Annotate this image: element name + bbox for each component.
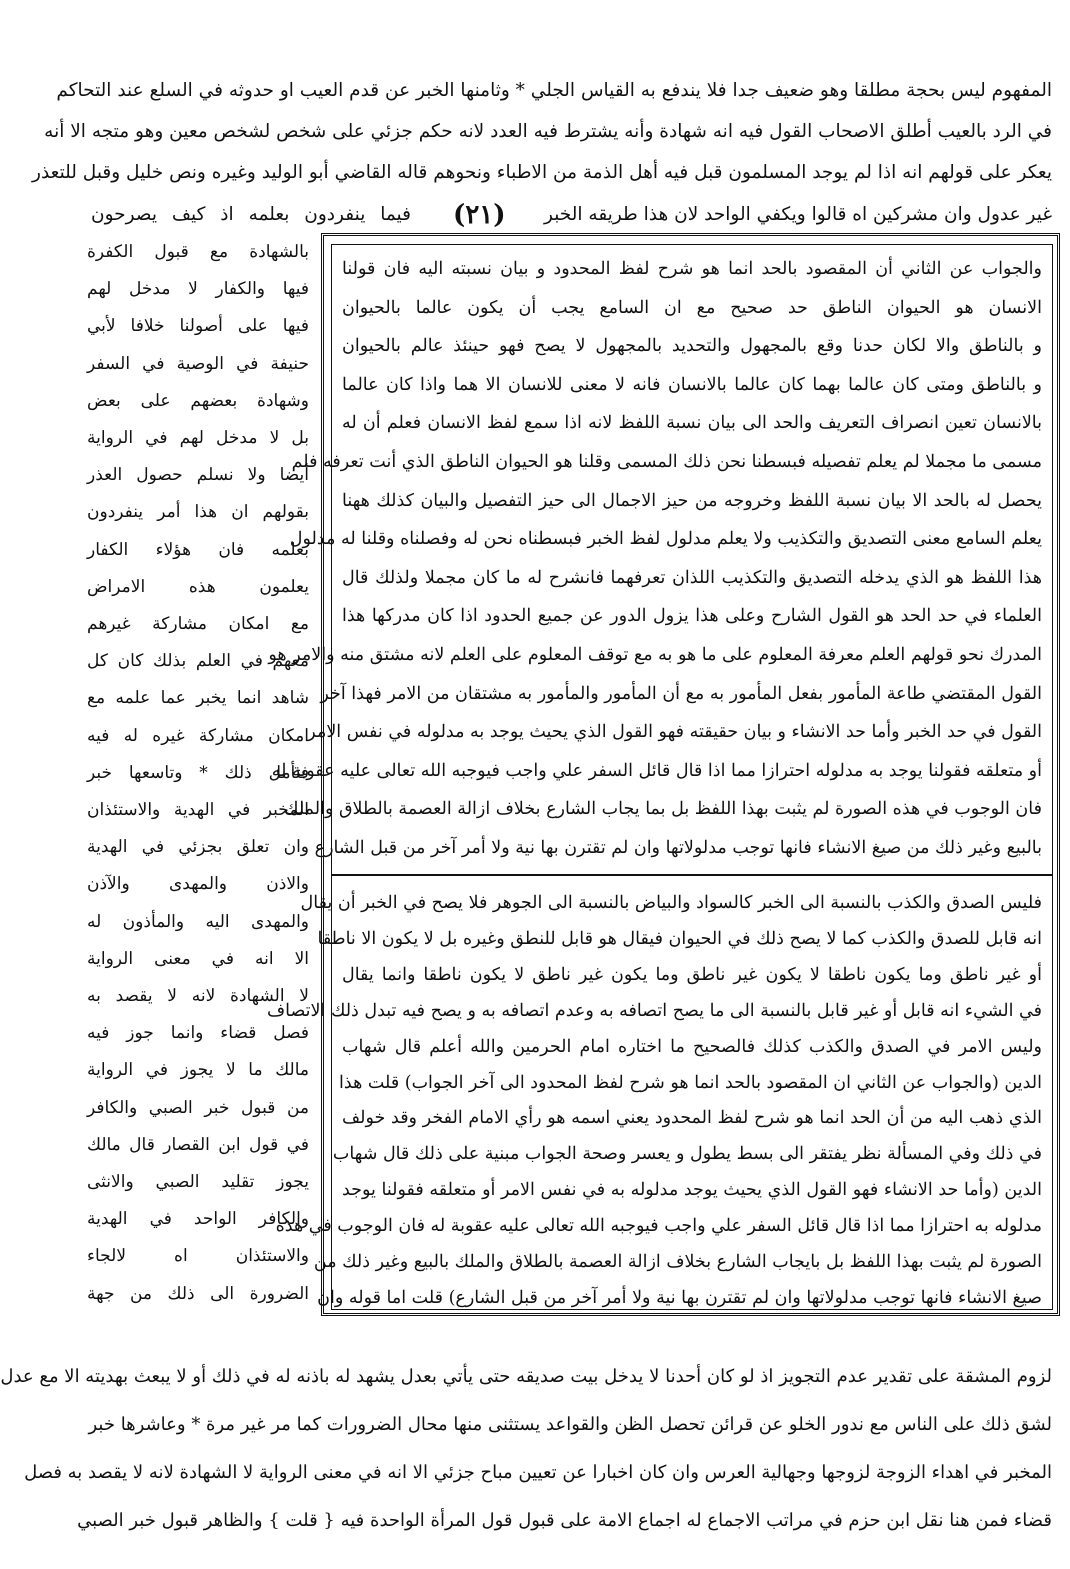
upper-box-line: هذا اللفظ هو الذي يدخله التصديق والتكذيب اللذان تعرفهما فانشرح له ما كان مجملا ولذلك قال — [342, 567, 1042, 588]
margin-text-line: شاهد انما يخبر عما علمه مع — [87, 688, 309, 709]
lower-box-line: صيغ الانشاء فانها توجب مدلولاتها وان لم تقترن بها نية ولا أمر آخر من قبل الشارع) قلت اما قوله وان — [317, 1287, 1042, 1308]
upper-box-line: يحصل له بالحد الا بيان نسبة اللفظ وخروجه من حيز الاجمال الى حيز التفصيل والبيان كذلك ههنا — [342, 490, 1042, 511]
margin-text-line: والمهدى اليه والمأذون له — [87, 911, 309, 932]
margin-text-line: مع امكان مشاركة غيرهم — [87, 614, 309, 634]
upper-box-line: يعلم السامع معنى التصديق والتكذيب ولا يعلم مدلول لفظ الخبر فبسطناه نحن له وفصلناه وقلنا له مدلول — [289, 529, 1042, 550]
bottom-text-line: قضاء فمن هنا نقل ابن حزم في مراتب الاجماع له اجماع الامة على قبول قول المرأة الواحدة فيه { قلت } والظاهر قبول خبر الصبي — [77, 1510, 1052, 1531]
margin-text-line: فيها والكفار لا مدخل لهم — [87, 279, 309, 300]
margin-text-line: وان تعلق بجزئي في الهدية — [87, 837, 309, 858]
margin-text-line: لا الشهادة لانه لا يقصد به — [87, 986, 309, 1006]
lower-box-line: وليس الامر في الصدق والكذب كذلك فالصحيح ما اختاره امام الحرمين والله أعلم قال شهاب — [342, 1036, 1042, 1057]
margin-text-line: بالشهادة مع قبول الكفرة — [87, 242, 309, 262]
lower-box-line: الصورة لم يثبت بهذا اللفظ بل بايجاب الشارع بخلاف ازالة العصمة بالطلاق والملك بالبيع وغير ذلك من — [313, 1252, 1042, 1272]
lower-box-line: الدين (والجواب عن الثاني ان المقصود بالحد انما هو شرح لفظ المحدود الى آخر الجواب) قلت هذا — [339, 1072, 1042, 1093]
margin-text-line: المخبر في الهدية والاستئذان — [87, 800, 309, 820]
margin-text-line: بل لا مدخل لهم في الرواية — [87, 428, 309, 448]
upper-box-line: و بالناطق والا لكان حدنا وقع بالمجهول والتحديد بالمجهول لا يصح فهو حينئذ عالم بالحيوان — [342, 336, 1042, 357]
lower-box-line: مدلوله به احترازا مما اذا قال قائل السفر علي واجب فيوجبه الله تعالى عليه عقوبة له فان الوجوب في هذه — [275, 1216, 1042, 1237]
margin-text-line: في قول ابن القصار قال مالك — [87, 1134, 309, 1155]
margin-text-line: الا انه في معنى الرواية — [87, 948, 309, 969]
bottom-text-line: لشق ذلك على الناس مع ندور الخلو عن قرائن تحصل الظن والقواعد يستثنى منها محال الضرورات كما مر غير مرة * وعاشرها خبر — [88, 1414, 1052, 1435]
margin-text-line: والكافر الواحد في الهدية — [87, 1209, 309, 1230]
lower-box-line: الدين (وأما حد الانشاء فهو القول الذي يحيث يوجد مدلوله به في نفس الامر أو متعلقه فقولنا يوجد — [342, 1180, 1042, 1201]
upper-box-line: العلماء في حد الحد هو القول الشارح وعلى هذا يزول الدور عن جميع الحدود اذا كان مدركها هذا — [342, 606, 1043, 627]
bottom-text-line: المخبر في اهداء الزوجة لزوجها وجهالية العرس وان كان اخبارا عن تعيين مباح جزئي الا انه في معنى الرواية لا الشهادة لانه لا يقصد به فصل — [24, 1462, 1052, 1483]
lower-box-line: أو غير ناطق وما يكون ناطقا لا يكون غير ناطق وما يكون غير ناطق لا يكون ناطقا وانما يقال — [342, 964, 1042, 985]
margin-text-line: امكان مشاركة غيره له فيه — [87, 725, 309, 746]
upper-box-line: والجواب عن الثاني أن المقصود بالحد انما هو شرح لفظ المحدود و بيان نسبته اليه فان قولنا — [342, 259, 1042, 279]
section-divider — [331, 874, 1053, 876]
upper-box-line: بالبيع وغير ذلك من صيغ الانشاء فانها توجب مدلولاتها وان لم تقترن بها نية ولا أمر آخر من قبل الشارع — [314, 838, 1042, 858]
margin-text-line: وشهادة بعضهم على بعض — [87, 390, 309, 411]
upper-box-line: فان الوجوب في هذه الصورة لم يثبت بهذا اللفظ بل بما يجاب الشارع بخلاف ازالة العصمة بالطلاق والملك — [284, 799, 1042, 820]
page-number: (٢١) — [453, 200, 506, 230]
margin-text-line: الضرورة الى ذلك من جهة — [87, 1283, 309, 1304]
top-text-line-left: فيما ينفردون بعلمه اذ كيف يصرحون — [91, 204, 411, 225]
upper-box-line: أو متعلقه فقولنا يوجد به مدلوله احترازا مما اذا قال قائل السفر علي واجب فيوجبه الله تعالى عليه عقوبة له — [271, 760, 1042, 781]
lower-box-line: فليس الصدق والكذب بالنسبة الى الخبر كالسواد والبياض بالنسبة الى الجوهر فلا يصح في الخبر أن يقال — [300, 893, 1042, 913]
upper-box-line: الانسان هو الحيوان الناطق حد صحيح مع ان السامع يجب أن يكون عالما بالحيوان — [342, 297, 1042, 318]
margin-text-line: أيضا ولا نسلم حصول العذر — [87, 465, 309, 486]
margin-text-line: والاذن والمهدى والآذن — [87, 874, 309, 895]
lower-box-line: في الشيء انه قابل أو غير قابل بالنسبة الى ما يصح اتصافه به وعدم اتصافه به و يصح فيه تبدل ذلك الاتصاف — [267, 1000, 1042, 1021]
top-text-line: يعكر على قولهم انه اذا لم يوجد المسلمون قبل فيه أهل الذمة من الاطباء ونحوهم قاله القاضي أبو الوليد وغيره ونص خليل وقبل للتعذر — [32, 162, 1052, 183]
margin-text-line: معهم في العلم بذلك كان كل — [87, 651, 309, 672]
margin-text-line: فتأمل ذلك * وتاسعها خبر — [87, 762, 309, 783]
lower-box-line: انه قابل للصدق والكذب كما لا يصح ذلك في الحيوان فيقال هو قابل للنطق وغيره بل لا يكون الا ناطقا — [317, 928, 1042, 949]
bottom-text-line: لزوم المشقة على تقدير عدم التجويز اذ لو كان أحدنا لا يدخل بيت صديقه حتى يأتي بعدل يشهد له باذنه له في ذلك أو لا يبعث بهديته الا مع عدل — [0, 1366, 1052, 1387]
margin-text-line: فصل قضاء وانما جوز فيه — [87, 1023, 309, 1044]
upper-box-line: المدرك نحو قولهم العلم معرفة المعلوم على ما هو به مع توقف المعلوم على العلم لانه مشتق منه والامر هو — [268, 645, 1042, 665]
top-text-line: في الرد بالعيب أطلق الاصحاب القول فيه انه شهادة وأنه يشترط فيه العدد لانه حكم جزئي على شخص لشخص معين وهو متجه الا أنه — [44, 121, 1052, 142]
lower-box-line: في ذلك وفي المسألة نظر يفتقر الى بسط يطول و يعسر وصحة الجواب مبنية على ذلك قال شهاب — [332, 1144, 1042, 1165]
upper-box-line: القول في حد الخبر وأما حد الانشاء و بيان حقيقته فهو القول الذي يحيث يوجد به مدلوله في نفس الامر — [307, 722, 1042, 743]
margin-text-line: والاستئذان اه لالجاء — [87, 1246, 309, 1267]
upper-box-line: القول المقتضي طاعة المأمور بفعل المأمور به مع أن المأمور والمأمور به مشتقان من الامر فهذا آخر — [320, 683, 1042, 704]
lower-box-line: الذي ذهب اليه من أن الحد انما هو شرح لفظ المحدود يعني اسمه هو رأي الامام الفخر وقد خولف — [342, 1108, 1042, 1129]
top-text-line: المفهوم ليس بحجة مطلقا وهو ضعيف جدا فلا يندفع به القياس الجلي * وثامنها الخبر عن قدم العيب او حدوثه في السلع عند التحاكم — [56, 80, 1052, 101]
margin-text-line: مالك ما لا يجوز في الرواية — [87, 1060, 309, 1081]
margin-text-line: فيها على أصولنا خلافا لأبي — [87, 316, 309, 337]
margin-text-line: يجوز تقليد الصبي والانثى — [87, 1172, 309, 1192]
upper-box-line: و بالناطق ومتى كان عالما بهما كان عالما بالانسان فانه لا معنى للانسان الا هما واذا كان عالما — [342, 374, 1042, 395]
upper-box-line: مسمى ما مجملا لم يعلم تفصيله فبسطنا نحن ذلك المسمى وقلنا هو الحيوان الناطق الذي أنت تعرفه فلم — [291, 452, 1042, 472]
top-text-line-right: غير عدول وان مشركين اه قالوا ويكفي الواحد لان هذا طريقه الخبر — [544, 204, 1052, 225]
margin-text-line: بعلمه فان هؤلاء الكفار — [87, 539, 309, 560]
margin-text-line: حنيفة في الوصية في السفر — [87, 353, 309, 374]
upper-box-line: بالانسان تعين انصراف التعريف والحد الى بيان نسبة اللفظ لانه اذا سمع لفظ الانسان فعلم أن له — [342, 413, 1042, 434]
margin-text-line: من قبول خبر الصبي والكافر — [87, 1097, 309, 1118]
margin-text-line: بقولهم ان هذا أمر ينفردون — [87, 502, 309, 523]
margin-text-line: يعلمون هذه الامراض — [87, 576, 309, 597]
